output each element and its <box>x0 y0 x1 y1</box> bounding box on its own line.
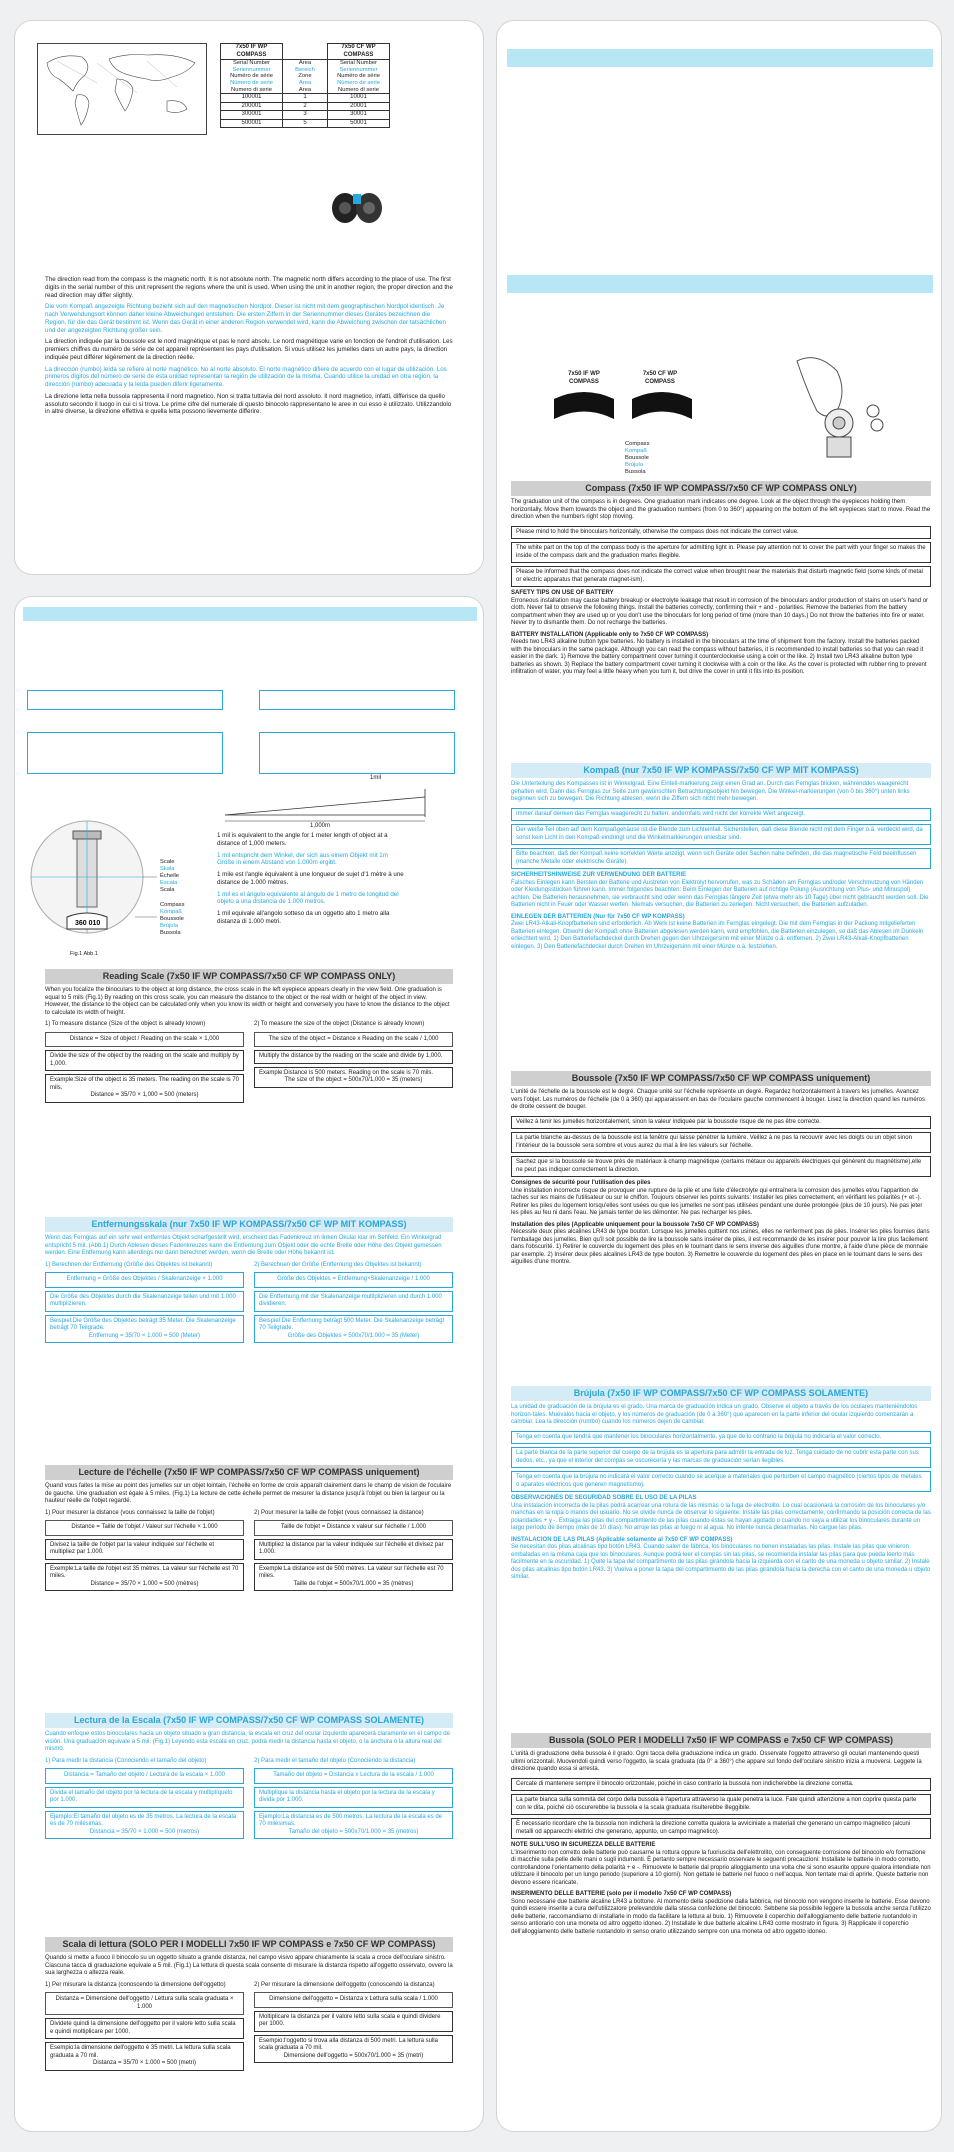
compass-dial-illustration <box>552 389 702 429</box>
empty-box <box>27 732 223 774</box>
page-left-top <box>14 20 484 575</box>
table-row: 300001 3 30001 <box>221 111 390 120</box>
label-de: Seriennummer <box>232 66 271 73</box>
section-title: Kompaß (nur 7x50 IF WP KOMPASS/7x50 CF WP MIT KOMPASS) <box>511 763 931 778</box>
diagram-1mil-label: 1mil <box>370 775 382 781</box>
section-title: Brújula (7x50 IF WP COMPASS/7x50 CF WP COMPASS SOLAMENTE) <box>511 1386 931 1401</box>
reading-scale-it: Scala di lettura (SOLO PER I MODELLI 7x50 IF WP COMPASS e 7x50 CF WP COMPASS) Quando si mette a fuoco il binocolo su un oggetto situato a grande distanza, nel campo visivo appare chiaramente la scala a croce dell'oculare sinistro. Ciascuna tacca di graduazione equivale a 5 mil. (Fig.1) La lettura di questa scala consente di misurare la distanza rispetto all'oggetto osservato, ovvero la sua larghezza o altezza reale. 1) Per misurare la distanza (conoscendo la dimensione dell'oggetto) Distanza = Dimensione dell'oggetto / Lettura sulla scala graduata × 1.000 Dividete quindi la dimensione dell'oggetto per il valore letto sulla scala e quindi moltiplicare per 1000. Esempio:la dimensione dell'oggetto è 35 metri. La lettura sulla scala graduata a 70 mil. Distanza = 35/70 × 1.000 = 500 (metri) 2) Per misurare la dimensione dell'oggetto (conoscendo la distanza) Dimensione dell'oggetto = Distanza x Lettura sulla scala / 1.000 Moltiplicare la distanza per il valore letto sulla scala e quindi dividere per 1000. Esempio:l'oggetto si trova alla distanza di 500 metri. La lettura sulla scala graduata a 70 mil. Dimensione dell'oggetto = 500x70/1.000 = 35 (metri) <box>45 1937 453 2074</box>
figure-label: Fig.1 Abb.1 <box>70 951 98 957</box>
table-header-cf: 7x50 CF WP COMPASS <box>341 44 376 58</box>
area-it: Area <box>298 86 312 93</box>
compass-label-if: 7x50 IF WP COMPASS <box>568 371 600 385</box>
compass-de: Kompaß (nur 7x50 IF WP KOMPASS/7x50 CF WP MIT KOMPASS) Die Unterteilung des Kompasses ist in Winkelgrad. Eine Einteil-markierung zeigt einen Grad an. Durch das Fernglas blicken, währenddes waagerecht gehalten wird. Dann das Fernglas zur Seite zum gewünschten Betrachtungsobjekt hin bewegen. Die Winkel-markierungen (von 0 bis 360°) unten links beginnen sich zu bewegen. Die Richtung ablesen, wenn die Ziffern sich nicht mehr bewegen. Immer darauf denken das Fernglas waagerecht zu halten; andernfalls wird nicht der korrekte Wert angezeigt. Der weiße Teil oben auf dem Kompaßgehäuse ist die Blende zum Lichteinfall. Sicherstellen, daß diese Blende nicht mit dem Finger o.ä. verdeckt wird, da sonst kein Licht in den Kompaß eindringt und die Winkelmarkierungen unlesbar sind. Bitte beachten, daß der Kompaß keine korrekten Werte anzeigt, wenn sich Geräte oder Sachen nahe befinden, die das magnetische Feld beeinflussen (manche Metalle oder elektrische Geräte). SICHERHEITSHINWEISE ZUR VERWENDUNG DER BATTERIE Falsches Einlegen kann Bersten der Batterie und Austreten von Elektrolyt hervorrufen, was zu Schäden am Fernglas und/oder Verschmutzung von Händen oder Kleidungsstücken führen kann. Immer folgendes beachten: Beim Einlegen der Batterien auf richtige Polung (Ausrichtung von Plus- und Minuspol) achten. Die Batterien herausnehmen, sie verbraucht sind oder wenn das Fernglas längere Zeit (etwa mehr als 10 Tage) über nicht gebraucht werden soll. Die Batterien nicht in Feuer oder Wasser werfen. Niemals versuchen, die Batterien zu zerlegen. Nicht versuchen, die Batterien aufzuladen. EINLEGEN DER BATTERIEN (Nur für 7x50 CF WP KOMPASS) Zwei LR43-Alkali-Knopfbatterien sind erforderlich. Ab Werk ist keine Batterien im Fernglas eingelegt. Die mit dem Fernglas in der Packung mitgelieferten Batterien einlegen. Obwohl der Kompaß ohne Batterien abgelesen werden kann, wird empfohlen, die Batterien einzulegen, so daß das Ablesen im Dunkeln erleichtert wird. 1) Den Batteriefachdeckel durch Drehen gegen den Uhrzeigersinn mit einer Münze o.ä. entfernen. 2) Zwei LR43-Alkali-Knopfbatterien einlegen. 3) Den Batteriefachdeckel durch Drehen im Uhrzeigersinn mit einer Münze o.ä. festziehen. <box>511 763 931 955</box>
section-title: Lecture de l'échelle (7x50 IF WP COMPASS/7x50 CF WP COMPASS uniquement) <box>45 1465 453 1480</box>
scale-labels: Scale Skala Échelle Escala Scala <box>160 859 180 893</box>
bezel-labels: Compass Kompaß Boussole Brújula Bussola <box>625 441 650 475</box>
section-title: Reading Scale (7x50 IF WP COMPASS/7x50 CF WP COMPASS ONLY) <box>45 969 453 984</box>
mil-diagram <box>215 777 455 827</box>
table-row: 500001 5 50001 <box>221 119 390 128</box>
serial-number-table <box>220 43 390 128</box>
section-title: Lectura de la Escala (7x50 IF WP COMPASS/7x50 CF WP COMPASS SOLAMENTE) <box>45 1713 453 1728</box>
mil-info-text: 1 mil is equivalent to the angle for 1 meter length of object at a distance of 1,000 meters. 1 mil entspricht dem Winkel, der sich aus einem Objekt mit 1m Größe in einem Abstand von 1.000m ergibt. 1 mile est l'angle équivalent à une longueur de sujet d'1 mètre à une distance de 1.000 mètres. 1 mil es el ángulo equivalente al ángulo de 1 metro de longitud del objeto a una distancia de 1.000 metros. 1 mil equivale all'angolo sotteso da un oggetto alto 1 metro alla distanza di 1.000 metri. <box>217 832 404 925</box>
section-title: Boussole (7x50 IF WP COMPASS/7x50 CF WP COMPASS uniquement) <box>511 1071 931 1086</box>
reading-scale-de: Entfernungsskala (nur 7x50 IF WP KOMPASS/7x50 CF WP MIT KOMPASS) Wenn das Fernglas auf ein sehr weit entferntes Objekt scharfgestellt wird, erscheint das Fadenkreuz im linken Okular klar im Sehfeld. Ein Winkelgrad entspricht 5 mil. (Abb.1) Durch Ablesen dieses Fadenkreuzes kann die Entfernung zum Objekt oder die echte Breite oder Höhe des Objekt gemessen werden. Eine Entfernung kann allerdings nur dann berechnet werden, wenn die Breite oder Höhe bekannt ist. 1) Berechnen der Entfernung (Größe des Objektes ist bekannt) Entfernung = Größe des Objektes / Skalenanzeige × 1.000 Die Größe des Objektes durch die Skalenanzeige teilen und mit 1.000 multiplizieren. Beispiel:Die Größe des Objektes beträgt 35 Meter. Die Skalenanzeige beträgt 70 Teilgrade. Entfernung = 35/70 × 1.000 = 500 (Meter) 2) Berechnen der Größe (Entfernung des Objektes ist bekannt) Größe des Objektes = Entfernung×Skalenanzeige / 1.000 Die Entfernung mit der Skalenanzeige multiplizieren und durch 1.000 dividieren. Beispiel:Die Entfernung beträgt 500 Meter. Die Skalenanzeige beträgt 70 Teilgrade. Größe des Objektes = 500x70/1.000 = 35 (Meter) <box>45 1217 453 1346</box>
header-bar <box>507 49 933 67</box>
diagram-1000m-label: 1,000m <box>310 823 331 829</box>
intro-es: La dirección (rumbo) leída se refiere al norte magnético. No al norte absoluto. El norte magnético difiere de acuerdo con el lugar de utilización. Los primeros dígitos del número de serie de esta unidad representan la región de utilización de la misma. Cuando utilice la unidad en otra región, la dirección (rumbo) adecuada y la leída pueden diferir ligeramente. <box>45 365 447 388</box>
label-fr: Numéro de série <box>230 73 273 80</box>
compass-labels: Compass Kompaß Boussole Brújula Bussola <box>160 902 185 936</box>
intro-it: La direzione letta nella bussola rappresenta il nord magnetico. Non si tratta tuttavia del nord assoluto. Il nord magnetico, infatti, differisce da quello assoluto secondo il luogo in cui ci si trova. Le prime cifre del numerale di questo binocolo rappresentano le aree in cui esso è utilizzato. Utilizzandolo in altre diverse, la direzione effettiva e quella letta possono lievemente differire. <box>45 392 452 416</box>
battery-install-illustration <box>777 351 897 461</box>
header-bar <box>507 275 933 293</box>
label-it-2: Numero di serie <box>338 86 379 93</box>
table-header-if: 7x50 IF WP COMPASS <box>235 44 268 58</box>
label-es: Número de serie <box>230 79 273 86</box>
empty-box <box>27 690 223 710</box>
compass-en: Compass (7x50 IF WP COMPASS/7x50 CF WP COMPASS ONLY) The graduation unit of the compass is in degrees. One graduation mark indicates one degree. Look at the object through the eyepieces holding them horizontally. Move them towards the object and the graduation numbers (from 0 to 360°) appearing on the bottom of the left eyepieces start to move. Read the direction when the numbers right stop moving. Please mind to hold the binoculars horizontally, otherwise the compass does not indicate the correct value. The white part on the top of the compass body is the aperture for admitting light in. Please pay attention not to cover the part with your finger so makes the inside of the compass dark and the graduation marks illegible. Please be informed that the compass does not indicate the correct value when brought near the materials that disturb magnetic field (some kinds of metal or electric apparatus that generate magnet-ism). SAFETY TIPS ON USE OF BATTERY Erroneous installation may cause battery breakup or electrolyte leakage that result in corrosion of the binoculars and/or production of stains on user's hand or cloth. Never fail to observe the following things. Install the batteries correctly, confirming their + and - polarities. Remove the batteries from the battery compartment when they are used up or you don't use the binoculars for long period of time (more than 10 days.) Do not throw the batteries into fire or water. Never try to dismantle them. Do not recharge the batteries. BATTERY INSTALLATION (Applicable only to 7x50 CF WP COMPASS) Needs two LR43 alkaline button type batteries. No battery is installed in the binoculars at the time of shipment from the factory. Install the batteries packed with the binoculars in the same package. Although you can read the compass without batteries, it is recommended to install batteries so that you can read it easier in the dark. 1) Remove the battery compartment cover turning it counterclockwise using a coin or the like. 2) Install two LR43 alkaline button type batteries as shown. 3) Replace the battery compartment cover turning it clockwise with a coin or the like. As the cover is protected with rubber ring to prevent infiltration of water, you may feel a little heavy when you turn it, but drive the cover in until it fits into its position. <box>511 483 931 676</box>
binocular-image <box>327 186 387 226</box>
page-right <box>496 20 942 2132</box>
intro-de: Die vom Kompaß angezeigte Richtung bezieht sich auf den magnetischen Nordpol. Dieser ist nicht mit dem geographischen Nordpol identisch. Je nach Verwendungsort können daher kleine Abweichungen entstehen. Die ersten Ziffern in der Seriennummer dieses Gerätes bezeichnen die Region, für die das Gerät bestimmt ist. Wenn das Gerät in einer anderen Region verwendet wird, kann die Abweichung zwischen der tatsächlichen und der angezeigten Richtung größer sein. <box>45 303 446 334</box>
compass-es: Brújula (7x50 IF WP COMPASS/7x50 CF WP COMPASS SOLAMENTE) La unidad de graduación de la brújula es el grado. Una marca de graduación indica un grado. Observe el objeto a través de los oculares manteniéndolos horizon-tales. Muévalos hacia el objeto, y los números de graduación (de 0 a 360°) que aparecen en la parte inferior del ocular izquierdo comenzarán a cambiar. Lea la dirección (rumbo) cuando los números dejen de cambiar. Tenga en cuenta que tendrá que mantener los binoculares horizontalmente, ya que de lo contrario la brújula no indicaría el valor correcto. La parte blanca de la parte superior del cuerpo de la brújula es la apertura para admitir la entrada de luz. Tenga cuidado de no cubrir esta parte con sus dedos, etc., ya que el interior del compás se oscurecería y las marcas de graduación serían ilegibles. Tenga en cuenta que la brújula no indicará el valor correcto cuando se acerque a materiales que perturben el campo magnético (ciertos tipos de metales o aparatos eléctricos que generen magnetismo). OBSERVACIONES DE SEGURIDAD SOBRE EL USO DE LA PILAS Una instalación incorrecta de la pilas podrá acarrear una rotura de las mismas o la fuga de electrolito. Lo cual ocasionará la corrosión de los binoculares y/o manchas en la ropa o manos del usuario. No se olvide nunca de observar lo siguiente. Instale las pilas correctamente, confirmando la posición correcta de las polaridades + y -. Extraiga las pilas del compartimiento de las pilas cuando éstas se hayan agotado o cuando no vaya a utilizar los binoculares durante un largo período de tiempo (más de 10 días). No arroje las pilas al fuego ni al agua. No intente nunca desarmarlas. No cargue las pilas. INSTALACION DE LAS PILAS (Aplicable solamente al 7x50 CF WP COMPASS) Se necesitan dos pilas alcalinas tipo botón LR43. Cuando salen de fábrica, los binoculares no tienen instaladas las pilas. Instale las pilas que vinieron embaladas en la misma caja que los binoculares. Aunque podrá leer el compás sin las pilas, se recomienda instalar las pilas para que pueda leerlo más fácilmente en la oscuridad. 1) Quite la tapa del compartimento de las pilas girándola hacia la izquierda con el canto de una moneda u objeto similar. 2) Instale dos pilas alcalinas tipo botón LR43. 3) Vuelva a poner la tapa del compartimiento de las pilas girándola hacia la derecha con el canto de una moneda u objeto similar. <box>511 1388 931 1581</box>
world-map-image <box>37 43 207 135</box>
reading-scale-es: Lectura de la Escala (7x50 IF WP COMPASS/7x50 CF WP COMPASS SOLAMENTE) Cuando enfoque estos binoculares hacia un objeto situado a gran distancia, la escala en cruz del ocular izquierdo aparecerá claramente en el campo de visión. Una graduación equivale a 5 mil. (Fig.1) Leyendo esta escala en cruz, podrá medir la distancia hasta el objeto, o la anchura o la altura real del mismo. 1) Para medir la distancia (Conociendo el tamaño del objeto) Distancia = Tamaño del objeto / Lectura de la escala × 1.000 Divida el tamaño del objeto por la lectura de la escala y multiplíquelo por 1.000. Ejemplo:El tamaño del objeto es de 35 metros. La lectura de la escala es de 70 milésimas. Distancia = 35/70 × 1.000 = 500 (metros) 2) Para medir el tamaño del objeto (Conociendo la distancia) Tamaño del objeto = Distancia x Lectura de la escala / 1.000 Multiplique la distancia hasta el objeto por la lectura de la escala y divida por 1.000. Ejemplo:La distancia es de 500 metros. La lectura de la escala es de 70 milésimas. Tamaño del objeto = 500x70/1.000 = 35 (metros) <box>45 1713 453 1842</box>
dial-reading: 360 010 <box>75 920 101 927</box>
section-title: Bussola (SOLO PER I MODELLI 7x50 IF WP COMPASS e 7x50 CF WP COMPASS) <box>511 1733 931 1748</box>
section-title: Entfernungsskala (nur 7x50 IF WP KOMPASS/7x50 CF WP MIT KOMPASS) <box>45 1217 453 1232</box>
area-fr: Zone <box>298 73 312 80</box>
area-de: Bereich <box>295 66 315 73</box>
label-it: Numero di serie <box>231 86 272 93</box>
area-es: Area <box>298 79 312 86</box>
label-fr-2: Numéro de série <box>337 73 380 80</box>
empty-box <box>259 732 455 774</box>
reading-scale-en: Reading Scale (7x50 IF WP COMPASS/7x50 CF WP COMPASS ONLY) When you focalize the binoculars to the object at long distance, the cross scale in the left eyepiece appears clearly in the view field. One graduation is equal to 5 mils (Fig.1) By reading on this cross scale, you can measure the distance to the object or the real width or height of the object in view. However, the distance to the object can be calculated only when you know its width or height and conversely you have to know the distance to the object to calculate its width of height. 1) To measure distance (Size of the object is already known) Distance = Size of object / Reading on the scale × 1,000 Divide the size of the object by the reading on the scale and multiply by 1,000. Example:Size of the object is 35 meters. The reading on the scale is 70 mils. Distance = 35/70 × 1,000 = 500 (meters) 2) To measure the size of the object (Distance is already known) The size of the object = Distance x Reading on the scale / 1,000 Multiply the distance by the reading on the scale and divide by 1,000. Example:Distance is 500 meters. Reading on the scale is 70 mils. The size of the object = 500x70/1,000 = 35 (meters) <box>45 969 453 1106</box>
section-title: Scala di lettura (SOLO PER I MODELLI 7x50 IF WP COMPASS e 7x50 CF WP COMPASS) <box>45 1937 453 1952</box>
intro-en: The direction read from the compass is the magnetic north. It is not absolute north. The magnetic north differs according to the place of use. The first digits in the serial number of this unit represent the regions where the unit is used. When using the unit in another region, the proper direction and the read direction may differ slightly. <box>45 276 453 299</box>
area-en: Area <box>298 60 312 66</box>
table-row: 200001 2 20001 <box>221 102 390 111</box>
header-bar <box>23 607 477 621</box>
table-row: 100001 1 10001 <box>221 94 390 103</box>
section-title: Compass (7x50 IF WP COMPASS/7x50 CF WP COMPASS ONLY) <box>511 481 931 496</box>
label-en-2: Serial Number <box>339 60 378 66</box>
label-es-2: Número de serie <box>337 79 380 86</box>
intro-fr: La direction indiquée par la boussole est le nord magnétique et pas le nord absolu. Le nord magnétique varie en fonction de l'endroit d'utilisation. Les premiers chiffres du numéro de série de cet appareil représentent les pays d'utilisation. Si vous utilisez les jumelles dans un autre pays, la direction indiquée peut différer légèrement de la direction réelle. <box>45 338 453 361</box>
compass-fr: Boussole (7x50 IF WP COMPASS/7x50 CF WP COMPASS uniquement) L'unité de l'échelle de la boussole est le degré. Chaque unité sur l'échelle représente un degré. Regardez horizontalement à travers les jumelles. Avancez vers l'objet. Les numéros de l'échelle (de 0 à 360) qui apparaissent en bas de l'oculaire gauche commencent à bouger. Lisez la direction quand les numéros de droite cessent de bouger. Veillez à tenir les jumelles horizontalement, sinon la valeur indiquée par la boussole risque de ne pas être correcte. La partie blanche au-dessus de la boussole est la fenêtre qui laisse pénétrer la lumière. Veillez à ne pas la recouvrir avec les doigts ou un objet sinon l'intérieur de la boussole sera sombre et vous aurez du mal à lire les valeurs sur l'échelle. Sachez que si la boussole se trouve près de matériaux à champ magnétique (certains métaux ou appareils électriques qui génèrent du magnétisme),elle ne peut pas indiquer correctement la direction. Consignes de sécurité pour l'utilisation des piles Une installation incorrecte risque de provoquer une rupture de la pile et une fuite d'électrolyte qui entraînera la corrosion des jumelles et/ou l'apparition de taches sur les mains de l'utilisateur ou sur le chiffon. Toujours observer les points suivants: Installer les piles correctement, en vérifiant les polarités (+ et -). Retirer les piles du logement lorsqu'elles sont usées ou que les jumelles ne sont pas utilisées pendant une durée prolongée (plus de 10 jours). Ne pas jeter les piles au feu ni dans l'eau. Ne jamais tenter de les démonter. Ne pas recharger les piles. Installation des piles (Applicable uniquement pour la boussole 7x50 CF WP COMPASS) Nécessite deux piles alcalines LR43 de type bouton. Lorsque les jumelles quittent nos usines, elles ne renferment pas de piles. Insérer les piles fournies dans l'emballage des jumelles. Bien qu'il soit possible de lire la boussole sans insérer de piles, il est recommandé de les insérer pour pouvoir la lire plus facilement dans l'obscurité. 1) Retirer le couvercle du logement des piles en le tournant dans le sens inverse des aiguilles d'une montre, à l'aide d'une pièce de monnaie par exemple. 2) Insérer deux piles alcalines LR43 de type bouton. 3) Remettre le couvercle du logement des piles en place en le tournant dans le sens des aiguilles d'une montre. <box>511 1073 930 1266</box>
label-de-2: Seriennummer <box>339 66 378 73</box>
label-en: Serial Number <box>232 60 271 66</box>
compass-label-cf: 7x50 CF WP COMPASS <box>642 371 678 385</box>
empty-box <box>259 690 455 710</box>
reading-scale-fr: Lecture de l'échelle (7x50 IF WP COMPASS/7x50 CF WP COMPASS uniquement) Quand vous faites la mise au point des jumelles sur un objet lointain, l'échelle en forme de croix apparaît clairement dans le champ de vision de l'oculaire de gauche. Une graduation est égale à 5 miles. (Fig.1) La lecture de cette échelle permet de mesurer la distance jusqu'à l'objet ou bien la largeur ou la hauteur réelle de l'objet regardé. 1) Pour mesurer la distance (vous connaissez la taille de l'objet) Distance = Taille de l'objet / Valeur sur l'échelle × 1.000 Divisez la taille de l'objet par la valeur indiquée sur l'échelle et multipliez par 1.000. Exemple:La taille de l'objet est 35 mètres. La valeur sur l'échelle est 70 miles. Distance = 35/70 × 1.000 = 500 (mètres) 2) Pour mesurer la taille de l'objet (vous connaissez la distance) Taille de l'objet = Distance x valeur sur l'échelle / 1.000 Multipliez la distance par la valeur indiquée sur l'échelle et divisez par 1.000. Exemple:La distance est de 500 mètres. La valeur sur l'échelle est 70 miles. Taille de l'objet = 500x70/1.000 = 35 (mètres) <box>45 1465 453 1594</box>
intro-text <box>45 276 453 420</box>
page-left-bottom <box>14 596 484 2132</box>
compass-it: Bussola (SOLO PER I MODELLI 7x50 IF WP COMPASS e 7x50 CF WP COMPASS) L'unità di graduazione della bussola è il grado. Ogni tacca della graduazione indica un grado. Osservate l'oggetto attraverso gli oculari mantenendo questi ultimi orizzontali. Muovendoli quindi verso l'oggetto, la scala graduata (da 0° a 360°) che appare sul fondo dell'oculare sinistro inizia a muoversi. Leggete la direzione quando essa si arresta. Cercate di mantenere sempre il binocolo orizzontale, poiché in caso contrario la bussola non indicherebbe la direzione corretta. La parte bianca sulla sommità del corpo della bussola è l'apertura attraverso la quale penetra la luce. Fate quindi attenzione a non coprire questa parte con le dita, poiché ciò oscurerebbe la bussola e la scala graduata risulterebbe illeggibile. È necessario ricordare che la bussola non indicherà la direzione corretta qualora la avviciniate a materiali che generano un campo magnetico (alcuni metalli od apparecchi elettrici che generano, appunto, un campo magnetico). NOTE SULL'USO IN SICUREZZA DELLE BATTERIE L'inserimento non corretto delle batterie può causarne la rottura oppure la fuoriuscita dell'elettrolito, con conseguente corrosione del binocolo e/o formazione di macchie sulla pelle delle mani o sugli indumenti. È pertanto sempre necessario osservare le seguenti precauzioni: Installate le batterie in modo corretto, controllandone l'orientamento della polarità + e -. Rimuovete le batterie dal proprio alloggiamento una volta che si sono esaurite oppure qualora intendiate non utilizzare il binocolo per un lungo periodo (superiore a 10 giorni). Non gettate le batterie nel fuoco o nell'acqua. Non tentate mai di aprirle. Queste batterie non devono essere ricaricate. INSERIMENTO DELLE BATTERIE (solo per il modello 7x50 CF WP COMPASS) Sono necessarie due batterie alcaline LR43 a bottone. Al momento della spedizione dalla fabbrica, nel binocolo non vengono inserite le batterie. Esse devono quindi essere inserite a cura dell'utilizzatore prelevandole dalla stessa confezione del binocolo. Sebbene sia possibile leggere la bussola anche senza l'utilizzo delle batterie, raccomandiamo di installarle in modo da facilitare la lettura al buio. 1) Rimuovete il coperchio dell'alloggiamento delle batterie ruotandolo in senso antiorario con una moneta od altro oggetto idoneo. 2) Installate le due batterie alcaline LR43 come mostrato in figura. 3) Rapplicate il coperchio dell'alloggiamento delle batterie ruotandolo in senso orario utilizzando sempre con una moneta od altro oggetto idoneo. <box>511 1735 931 1935</box>
